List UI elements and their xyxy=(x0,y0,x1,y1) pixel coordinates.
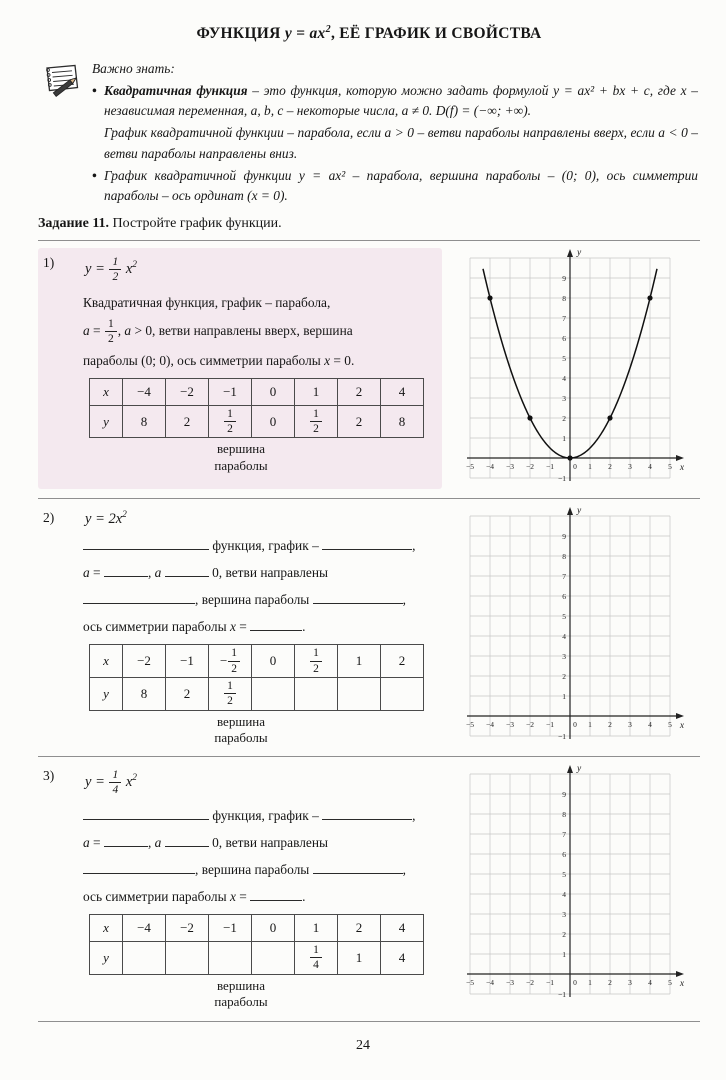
svg-text:1: 1 xyxy=(562,949,566,959)
svg-text:5: 5 xyxy=(668,461,672,471)
svg-text:−1: −1 xyxy=(558,473,566,483)
svg-text:3: 3 xyxy=(628,461,632,471)
svg-text:8: 8 xyxy=(562,293,566,303)
svg-text:4: 4 xyxy=(648,719,652,729)
svg-text:8: 8 xyxy=(562,809,566,819)
task-heading xyxy=(38,216,700,232)
exercise-1 xyxy=(38,240,700,498)
exercise-2-fill-in-lines[interactable]: функция, график – , a = , a 0, ветви направлены , вершина параболы , ось симметрии параболы x = . xyxy=(83,537,416,635)
svg-text:3: 3 xyxy=(562,393,566,403)
important-note-text xyxy=(92,59,700,206)
svg-text:9: 9 xyxy=(562,531,566,541)
svg-text:−4: −4 xyxy=(486,719,494,729)
svg-text:8: 8 xyxy=(562,551,566,561)
svg-text:4: 4 xyxy=(562,889,566,899)
exercise-2-formula: $y = 2x^2$ xyxy=(85,509,127,527)
svg-text:−1: −1 xyxy=(558,731,566,741)
bullet-icon: • xyxy=(92,167,97,183)
svg-text:4: 4 xyxy=(562,631,566,641)
svg-text:0: 0 xyxy=(573,461,577,471)
svg-text:−1: −1 xyxy=(546,461,554,471)
exercise-2-value-table[interactable]: x −2 −1 − $\frac{1}{2}$ 0 1 2 1 2 y 8 2 1 2 xyxy=(83,644,438,711)
svg-text:2: 2 xyxy=(562,671,566,681)
svg-text:5: 5 xyxy=(562,611,566,621)
task-number: Задание 11. xyxy=(38,215,110,231)
svg-text:2: 2 xyxy=(608,719,612,729)
important-bullet-3: • График квадратичной функции y = ax² – парабола, вершина параболы – (0; 0), ось симметрии параболы – ось ординат (x = 0). xyxy=(92,166,698,206)
exercise-1-number: 1) xyxy=(43,254,55,270)
svg-text:−1: −1 xyxy=(546,719,554,729)
svg-text:2: 2 xyxy=(608,461,612,471)
exercise-3 xyxy=(38,756,700,1021)
title-text-1: ФУНКЦИЯ xyxy=(196,25,285,43)
exercise-2 xyxy=(38,498,700,756)
vertex-caption: вершина параболы xyxy=(214,977,268,1010)
vertex-caption: вершина параболы xyxy=(214,441,268,473)
exercise-1-solution-area xyxy=(38,248,442,489)
exercise-1-value-table: x −4 −2 −1 0 1 2 4 y 8 2 1 2 0 1 2 2 8 xyxy=(83,378,438,439)
svg-text:3: 3 xyxy=(562,909,566,919)
svg-text:4: 4 xyxy=(648,461,652,471)
important-paragraph-2: График квадратичной функции – парабола, если a > 0 – ветви параболы направлены вверх, если a < 0 – ветви параболы направлены вниз. xyxy=(104,125,698,161)
page-title xyxy=(38,24,700,43)
svg-text:−3: −3 xyxy=(506,977,514,987)
exercise-3-solution-area xyxy=(38,761,442,1015)
bullet-icon: • xyxy=(92,83,97,99)
svg-text:7: 7 xyxy=(562,829,566,839)
svg-text:−5: −5 xyxy=(466,461,474,471)
svg-text:5: 5 xyxy=(562,353,566,363)
exercise-2-solution-area xyxy=(38,503,442,750)
fraction: 1 4 xyxy=(109,768,121,798)
title-text-2: , ЕЁ ГРАФИК И СВОЙСТВА xyxy=(330,25,542,43)
exercise-1-formula: y = 1 2 $x^2$ xyxy=(85,255,137,284)
exercise-3-graph[interactable] xyxy=(454,764,688,1008)
svg-text:−4: −4 xyxy=(486,461,494,471)
svg-text:1: 1 xyxy=(562,691,566,701)
important-bullet-1: • Квадратичная функция – это функция, которую можно задать формулой y = ax² + bx + c, где x – независимая переменная, a, b, c – некоторые числа, a ≠ 0. D(f) = (−∞; +∞). xyxy=(92,81,698,121)
svg-text:7: 7 xyxy=(562,571,566,581)
svg-text:1: 1 xyxy=(588,461,592,471)
svg-text:−4: −4 xyxy=(486,977,494,987)
svg-text:3: 3 xyxy=(562,651,566,661)
svg-text:x: x xyxy=(679,462,685,473)
svg-text:5: 5 xyxy=(562,869,566,879)
svg-text:−3: −3 xyxy=(506,719,514,729)
svg-text:6: 6 xyxy=(562,591,566,601)
exercise-3-fill-in-lines[interactable]: функция, график – , a = , a 0, ветви направлены , вершина параболы , ось симметрии параболы x = . xyxy=(83,807,416,904)
svg-text:−5: −5 xyxy=(466,977,474,987)
exercise-3-number: 3) xyxy=(43,767,55,783)
svg-text:2: 2 xyxy=(562,413,566,423)
exercise-3-value-table[interactable]: x −4 −2 −1 0 1 2 4 y 1 4 1 4 xyxy=(83,914,438,975)
important-note-box xyxy=(38,59,700,206)
exercise-2-number: 2) xyxy=(43,509,55,525)
svg-text:2: 2 xyxy=(608,977,612,987)
svg-text:y: y xyxy=(577,763,582,774)
svg-text:1: 1 xyxy=(562,433,566,443)
svg-text:7: 7 xyxy=(562,313,566,323)
important-heading: Важно знать: xyxy=(92,61,175,77)
svg-text:2: 2 xyxy=(562,929,566,939)
svg-text:x: x xyxy=(679,720,685,731)
svg-text:1: 1 xyxy=(588,719,592,729)
notebook-pencil-icon xyxy=(38,59,92,206)
svg-text:x: x xyxy=(679,978,685,989)
svg-text:−2: −2 xyxy=(526,719,534,729)
svg-text:−3: −3 xyxy=(506,461,514,471)
svg-text:1: 1 xyxy=(588,977,592,987)
svg-text:9: 9 xyxy=(562,789,566,799)
title-formula: $y = ax^2$ xyxy=(284,24,331,43)
svg-text:6: 6 xyxy=(562,849,566,859)
svg-text:0: 0 xyxy=(573,719,577,729)
svg-text:9: 9 xyxy=(562,273,566,283)
exercise-1-description: Квадратичная функция, график – парабола, a = 1 2 , a > 0, ветви направлены вверх, вершина параболы (0; 0), ось симметрии параболы x = 0. xyxy=(83,294,355,368)
svg-text:y: y xyxy=(577,247,582,258)
svg-text:0: 0 xyxy=(573,977,577,987)
svg-text:3: 3 xyxy=(628,977,632,987)
page-number: 24 xyxy=(356,1038,370,1053)
task-text: Постройте график функции. xyxy=(109,215,282,231)
svg-text:−1: −1 xyxy=(546,977,554,987)
svg-text:−5: −5 xyxy=(466,719,474,729)
svg-text:−1: −1 xyxy=(558,989,566,999)
svg-text:4: 4 xyxy=(648,977,652,987)
exercises-block xyxy=(38,240,700,1022)
svg-text:−2: −2 xyxy=(526,461,534,471)
svg-text:−2: −2 xyxy=(526,977,534,987)
exercise-1-graph xyxy=(454,248,688,492)
svg-text:y: y xyxy=(577,505,582,516)
svg-text:6: 6 xyxy=(562,333,566,343)
svg-text:5: 5 xyxy=(668,719,672,729)
svg-text:4: 4 xyxy=(562,373,566,383)
exercise-2-graph[interactable] xyxy=(454,506,688,750)
exercise-3-formula: y = 1 4 $x^2$ xyxy=(85,768,137,797)
vertex-caption: вершина параболы xyxy=(214,713,268,745)
fraction: 1 2 xyxy=(109,255,121,285)
svg-text:5: 5 xyxy=(668,977,672,987)
svg-text:3: 3 xyxy=(628,719,632,729)
